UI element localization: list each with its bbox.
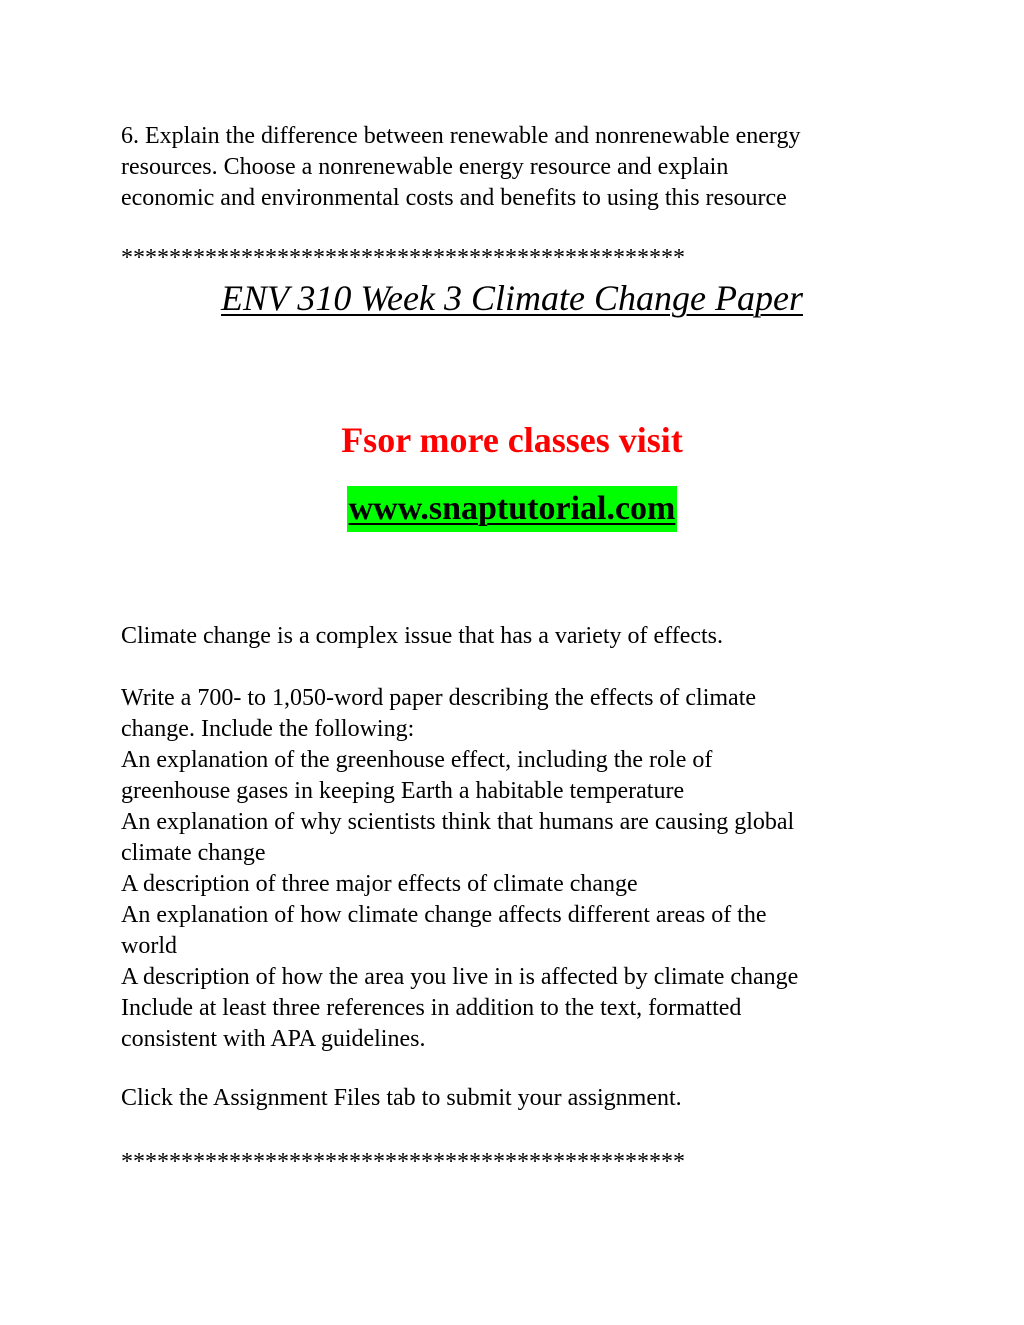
promo-link-wrap — [0, 486, 1024, 532]
assignment-line-8: An explanation of how climate change affects different areas of the — [121, 902, 767, 928]
question-6-line-2: resources. Choose a nonrenewable energy resource and explain — [121, 154, 729, 180]
assignment-line-11: Include at least three references in addition to the text, formatted — [121, 995, 742, 1021]
assignment-line-10: A description of how the area you live in is affected by climate change — [121, 964, 799, 990]
question-6-line-3: economic and environmental costs and benefits to using this resource — [121, 185, 787, 211]
separator-top: *********************************************** — [121, 245, 685, 271]
submit-note-line: Click the Assignment Files tab to submit your assignment. — [121, 1085, 682, 1111]
assignment-line-6: climate change — [121, 840, 266, 866]
assignment-line-4: greenhouse gases in keeping Earth a habitable temperature — [121, 778, 685, 804]
assignment-line-1: Write a 700- to 1,050-word paper describing the effects of climate — [121, 685, 757, 711]
assignment-line-7: A description of three major effects of climate change — [121, 871, 638, 897]
page-title: ENV 310 Week 3 Climate Change Paper — [221, 278, 803, 318]
snaptutorial-link[interactable]: www.snaptutorial.com — [347, 486, 678, 532]
assignment-line-5: An explanation of why scientists think that humans are causing global — [121, 809, 795, 835]
assignment-line-3: An explanation of the greenhouse effect, including the role of — [121, 747, 713, 773]
promo-visit-text: Fsor more classes visit — [341, 420, 683, 460]
question-6-paragraph — [121, 121, 901, 214]
assignment-line-9: world — [121, 933, 177, 959]
intro-line: Climate change is a complex issue that has a variety of effects. — [121, 623, 724, 649]
question-6-line-1: 6. Explain the difference between renewable and nonrenewable energy — [121, 123, 801, 149]
intro-paragraph — [121, 621, 901, 652]
separator-bottom: *********************************************** — [121, 1149, 685, 1175]
assignment-line-2: change. Include the following: — [121, 716, 415, 742]
assignment-paragraph — [121, 683, 901, 1055]
submit-note-paragraph — [121, 1083, 901, 1114]
assignment-line-12: consistent with APA guidelines. — [121, 1026, 426, 1052]
